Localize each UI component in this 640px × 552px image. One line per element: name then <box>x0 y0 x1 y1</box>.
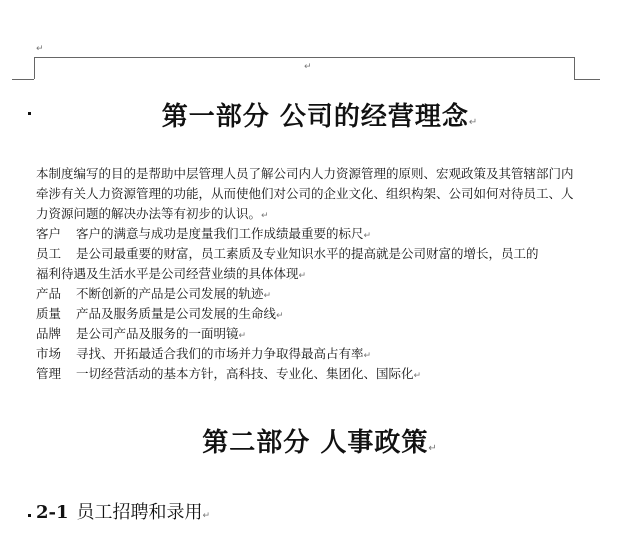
subheading-title: 员工招聘和录用 <box>76 502 203 523</box>
header-paragraph-mark: ↵ <box>36 44 44 54</box>
paragraph-mark: ↵ <box>238 331 247 341</box>
part2-title <box>0 422 640 459</box>
crop-mark-left-horizontal <box>12 79 34 80</box>
principle-text: 一切经营活动的基本方针，高科技、专业化、集团化、国际化 <box>76 366 414 381</box>
subheading-number: 2-1 <box>36 502 69 523</box>
principle-text-continued: 福利待遇及生活水平是公司经营业绩的具体体现 <box>36 266 299 281</box>
principle-item-quality <box>36 304 284 326</box>
paragraph-mark: ↵ <box>202 511 211 521</box>
principle-term: 质量 <box>36 306 62 321</box>
principle-term: 市场 <box>36 346 62 361</box>
crop-mark-right-horizontal <box>574 79 600 80</box>
crop-mark-left <box>34 57 35 79</box>
paragraph-mark: ↵ <box>263 291 272 301</box>
paragraph-mark: ↵ <box>468 117 479 128</box>
principle-term: 客户 <box>36 226 62 241</box>
principle-text: 是公司最重要的财富，员工素质及专业知识水平的提高就是公司财富的增长，员工的 <box>76 246 539 261</box>
principle-text: 是公司产品及服务的一面明镜 <box>76 326 239 341</box>
paragraph-mark: ↵ <box>276 311 284 321</box>
principle-term: 管理 <box>36 366 62 381</box>
subheading-2-1 <box>36 498 210 524</box>
principle-text: 产品及服务质量是公司发展的生命线 <box>76 306 277 321</box>
subheading-bullet-dot <box>28 514 31 517</box>
principle-term: 员工 <box>36 246 62 261</box>
principle-text: 不断创新的产品是公司发展的轨迹 <box>76 286 264 301</box>
principle-item-market <box>36 344 371 366</box>
paragraph-mark: ↵ <box>261 211 269 221</box>
principle-item-product <box>36 284 271 306</box>
paragraph-mark: ↵ <box>363 351 372 361</box>
crop-mark-right <box>574 57 575 79</box>
principle-term: 品牌 <box>36 326 62 341</box>
header-center-paragraph-mark: ↵ <box>304 62 312 72</box>
principle-item-brand <box>36 324 246 346</box>
principle-text: 客户的满意与成功是度量我们工作成绩最重要的标尺 <box>76 226 364 241</box>
paragraph-mark: ↵ <box>298 271 307 281</box>
principle-item-employee-continued <box>36 264 306 286</box>
paragraph-mark: ↵ <box>428 443 438 454</box>
part2-title-text: 第二部分 人事政策 <box>202 428 429 458</box>
principle-item-customer <box>36 224 371 246</box>
principle-item-management <box>36 364 421 386</box>
part1-title <box>0 96 640 133</box>
header-rule <box>34 57 574 58</box>
paragraph-mark: ↵ <box>363 231 372 241</box>
principle-text: 寻找、开拓最适合我们的市场并力争取得最高占有率 <box>76 346 364 361</box>
intro-paragraph <box>36 164 584 226</box>
principle-term: 产品 <box>36 286 62 301</box>
paragraph-mark: ↵ <box>413 371 422 381</box>
principle-item-employee <box>36 244 539 264</box>
intro-text: 本制度编写的目的是帮助中层管理人员了解公司内人力资源管理的原则、宏观政策及其管辖部门内牵涉有关人力资源管理的功能，从而使他们对公司的企业文化、组织构架、公司如何对待员工、人力资源问题的解决办法等有初步的认识。 <box>36 166 574 221</box>
part1-title-text: 第一部分 公司的经营理念 <box>161 102 469 132</box>
